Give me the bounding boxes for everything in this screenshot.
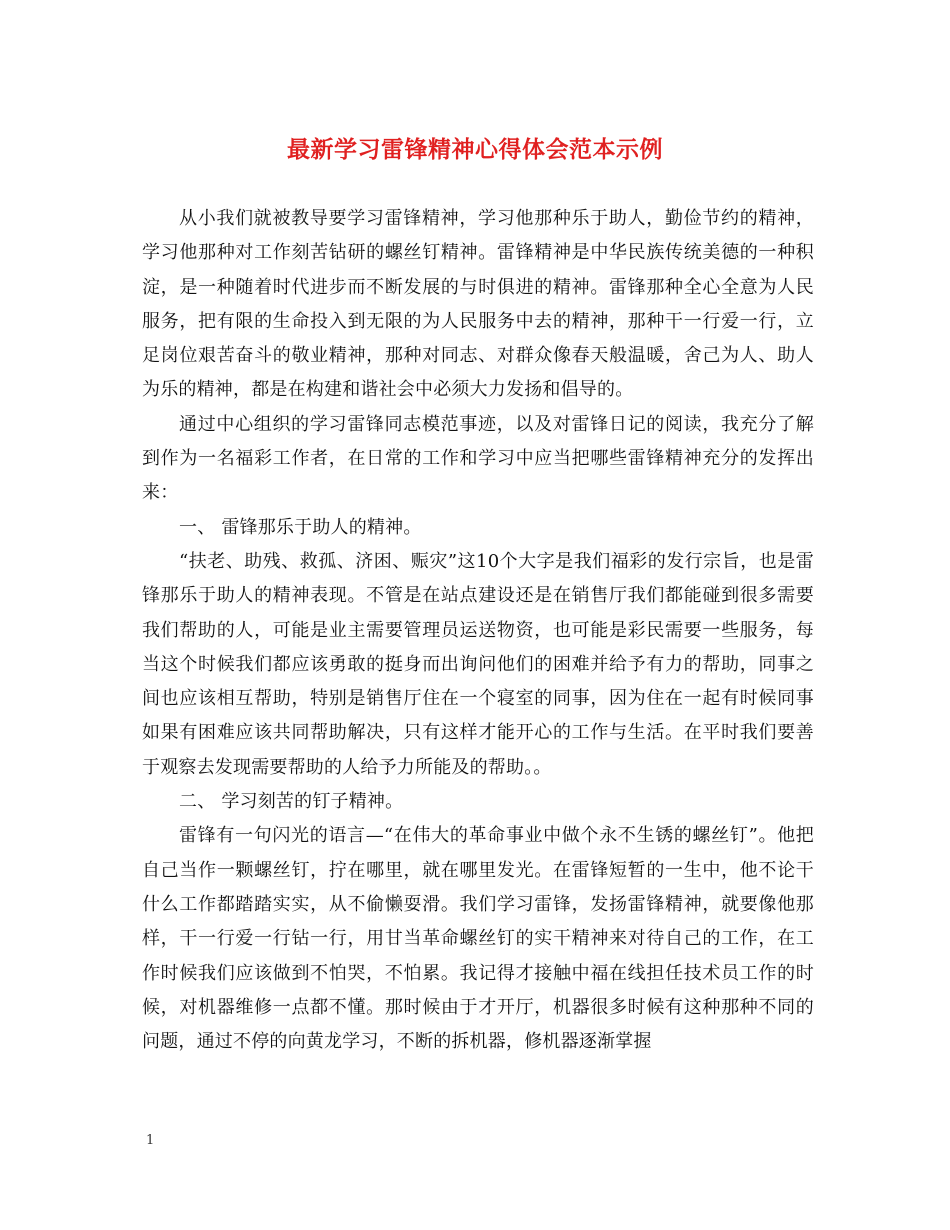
paragraph-helping: “扶老、助残、救孤、济困、赈灾”这10个大字是我们福彩的发行宗旨，也是雷锋那乐于助人的精神表现。不管是在站点建设还是在销售厅我们都能碰到很多需要我们帮助的人，可能是业主需要管理员运送物资，也可能是彩民需要一些服务，每当这个时候我们都应该勇敢的挺身而出询问他们的困难并给予有力的帮助，同事之间也应该相互帮助，特别是销售厅住在一个寝室的同事，因为住在一起有时候同事如果有困难应该共同帮助解决，只有这样才能开心的工作与生活。在平时我们要善于观察去发现需要帮助的人给予力所能及的帮助。。: [142, 550, 814, 778]
page-number: 1: [146, 1133, 155, 1148]
document-title: 最新学习雷锋精神心得体会范本示例: [287, 136, 663, 163]
paragraph-study: 通过中心组织的学习雷锋同志模范事迹，以及对雷锋日记的阅读，我充分了解到作为一名福彩工作者，在日常的工作和学习中应当把哪些雷锋精神充分的发挥出来：: [142, 413, 814, 504]
paragraph-screw-spirit: 雷锋有一句闪光的语言—“在伟大的革命事业中做个永不生锈的螺丝钉”。他把自己当作一颗螺丝钉，拧在哪里，就在哪里发光。在雷锋短暂的一生中，他不论干什么工作都踏踏实实，从不偷懒耍滑。我们学习雷锋，发扬雷锋精神，就要像他那样，干一行爱一行钻一行，用甘当革命螺丝钉的实干精神来对待自己的工作，在工作时候我们应该做到不怕哭，不怕累。我记得才接触中福在线担任技术员工作的时候，对机器维修一点都不懂。那时候由于才开厅，机器很多时候有这种那种不同的问题，通过不停的向黄龙学习，不断的拆机器，修机器逐渐掌握: [142, 825, 814, 1053]
section-heading-1: 一、 雷锋那乐于助人的精神。: [179, 516, 422, 538]
paragraph-intro: 从小我们就被教导要学习雷锋精神，学习他那种乐于助人，勤俭节约的精神，学习他那种对工作刻苦钻研的螺丝钉精神。雷锋精神是中华民族传统美德的一种积淀，是一种随着时代进步而不断发展的与时俱进的精神。雷锋那种全心全意为人民服务，把有限的生命投入到无限的为人民服务中去的精神，那种干一行爱一行，立足岗位艰苦奋斗的敬业精神，那种对同志、对群众像春天般温暖，舍己为人、助人为乐的精神，都是在构建和谐社会中必须大力发扬和倡导的。: [142, 208, 814, 401]
section-heading-2: 二、 学习刻苦的钉子精神。: [179, 791, 404, 813]
document-body: [142, 202, 814, 1059]
